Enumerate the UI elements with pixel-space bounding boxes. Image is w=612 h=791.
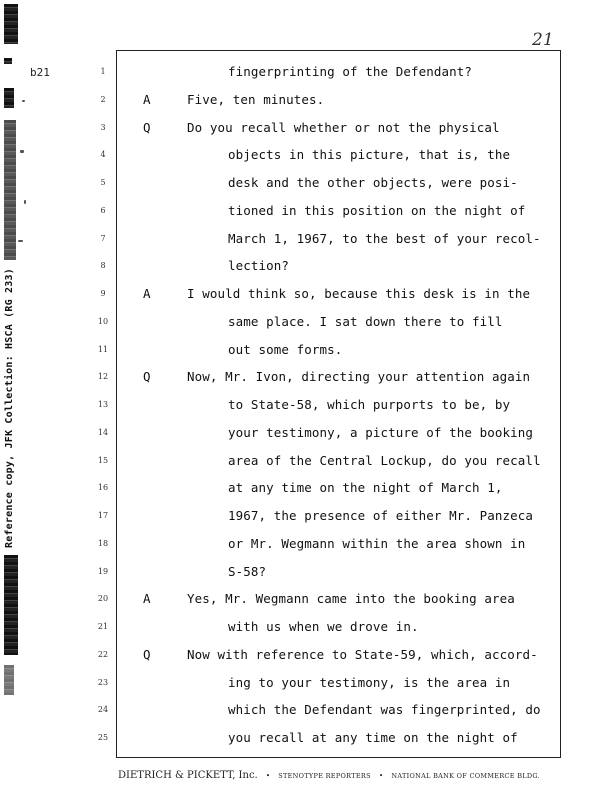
transcript-line: March 1, 1967, to the best of your recol-: [228, 230, 541, 246]
line-number: 5: [100, 178, 106, 187]
speaker-label: Q: [143, 119, 151, 135]
speaker-label: A: [143, 591, 151, 607]
line-number: 23: [97, 677, 109, 687]
line-number: 11: [97, 344, 109, 354]
transcript-line: at any time on the night of March 1,: [228, 480, 503, 496]
line-number: 20: [97, 594, 109, 604]
line-number: 21: [97, 622, 109, 631]
archive-stamp: Reference copy, JFK Collection: HSCA (RG 233): [4, 268, 15, 548]
line-number: 25: [97, 733, 109, 742]
transcript-line: S-58?: [228, 563, 267, 579]
line-number: 22: [97, 649, 109, 659]
line-number: 4: [100, 150, 106, 160]
transcript-line: 1967, the presence of either Mr. Panzeca: [228, 508, 534, 523]
transcript-line: out some forms.: [228, 341, 343, 357]
transcript-line: with us when we drove in.: [228, 619, 419, 634]
reporter-footer: [118, 770, 540, 781]
line-number: 7: [100, 233, 106, 243]
line-number: 9: [100, 289, 106, 298]
line-number: 13: [97, 400, 109, 409]
transcript-line: tioned in this position on the night of: [228, 202, 526, 218]
speaker-label: Q: [143, 369, 151, 385]
transcript-line: which the Defendant was fingerprinted, do: [228, 702, 541, 718]
transcript-line: area of the Central Lockup, do you recall: [228, 452, 541, 468]
transcript-line: your testimony, a picture of the booking: [228, 424, 534, 440]
line-number: 10: [97, 316, 109, 326]
transcript-line: to State-58, which purports to be, by: [228, 397, 511, 412]
transcript-line: ing to your testimony, is the area in: [228, 674, 511, 690]
footer-firm: DIETRICH & PICKETT, Inc.: [118, 770, 258, 781]
transcript-line: Now with reference to State-59, which, accord-: [187, 646, 538, 662]
transcript-line: Now, Mr. Ivon, directing your attention again: [187, 369, 531, 385]
line-number: 1: [100, 67, 106, 76]
line-number: 15: [97, 455, 109, 465]
transcript-line: lection?: [228, 258, 290, 274]
line-number: 8: [100, 261, 106, 271]
transcript-line: Five, ten minutes.: [187, 91, 325, 107]
footer-separator-1: •: [265, 772, 271, 780]
transcript-line: fingerprinting of the Defendant?: [228, 64, 473, 79]
speaker-label: A: [143, 91, 151, 107]
page-number: 21: [532, 30, 554, 50]
document-id: b21: [30, 66, 50, 79]
footer-separator-2: •: [379, 772, 384, 780]
transcript-line: Do you recall whether or not the physical: [187, 119, 500, 135]
line-number: 6: [100, 205, 106, 215]
line-number: 16: [97, 483, 109, 493]
transcript-line: or Mr. Wegmann within the area shown in: [228, 535, 526, 551]
speaker-label: Q: [143, 646, 151, 662]
line-number: 14: [97, 427, 109, 437]
line-number: 17: [97, 511, 109, 520]
footer-service: STENOTYPE REPORTERS: [278, 772, 371, 780]
transcript-line: you recall at any time on the night of: [228, 730, 518, 745]
line-number: 12: [97, 372, 109, 382]
speaker-label: A: [143, 286, 151, 301]
line-number: 18: [97, 538, 109, 548]
line-number: 3: [100, 122, 106, 132]
line-number: 2: [100, 94, 106, 104]
transcript-line: desk and the other objects, were posi-: [228, 175, 518, 190]
line-number: 24: [97, 705, 109, 715]
transcript-line: objects in this picture, that is, the: [228, 147, 511, 163]
line-number: 19: [97, 566, 109, 576]
transcript-line: Yes, Mr. Wegmann came into the booking area: [187, 591, 515, 607]
transcript-line: same place. I sat down there to fill: [228, 313, 503, 329]
footer-address: NATIONAL BANK OF COMMERCE BLDG.: [391, 772, 541, 780]
transcript-line: I would think so, because this desk is in the: [187, 286, 531, 301]
